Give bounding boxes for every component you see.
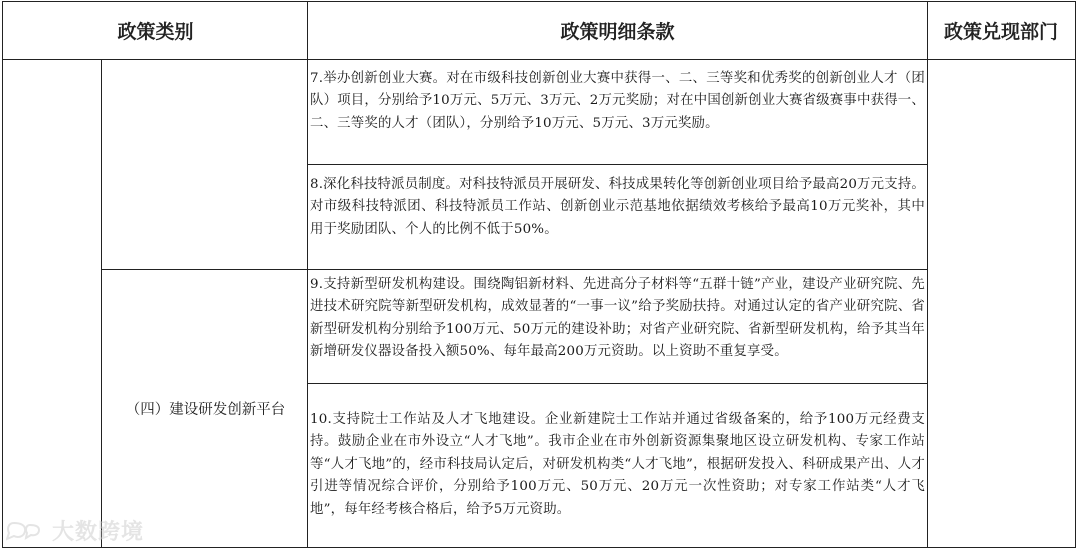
subcategory-label: （四）建设研发创新平台 xyxy=(125,402,286,418)
chat-bubble-icon xyxy=(6,519,46,543)
row-divider-1 xyxy=(307,164,927,165)
policy-table xyxy=(2,1,1076,548)
watermark-text: 大数跨境 xyxy=(52,520,145,545)
table-header xyxy=(3,2,1075,60)
policy-clause-8: 8.深化科技特派员制度。对科技特派员开展研发、科技成果转化等创新创业项目给予最高20万元支持。对市级科技特派团、科技特派员工作站、创新创业示范基地依据绩效考核给予最高10万元奖补，其中用于奖励团队、个人的比例不低于50%。 xyxy=(310,177,926,237)
header-policy-department: 政策兑现部门 xyxy=(943,21,1058,43)
watermark xyxy=(6,515,144,546)
header-policy-category: 政策类别 xyxy=(117,21,194,43)
divider-col-3 xyxy=(927,2,928,547)
policy-clause-7: 7.举办创新创业大赛。对在市级科技创新创业大赛中获得一、二、三等奖和优秀奖的创新创业人才（团队）项目，分别给予10万元、5万元、3万元、2万元奖励；对在中国创新创业大赛省级赛事中获得一、二、三等奖的人才（团队），分别给予10万元、5万元、3万元奖励。 xyxy=(310,71,925,131)
header-policy-details: 政策明细条款 xyxy=(560,21,675,43)
policy-clause-9: 9.支持新型研发机构建设。围绕陶铝新材料、先进高分子材料等“五群十链”产业，建设产业研究院、先进技术研究院等新型研发机构，成效显著的“一事一议”给予奖励扶持。对通过认定的省产业研究院、省新型研发机构分别给予100万元、50万元的建设补助；对省产业研究院、省新型研发机构，给予其当年新增研发仪器设备投入额50%、每年最高200万元资助。以上资助不重复享受。 xyxy=(310,277,925,360)
row-divider-3 xyxy=(307,383,927,384)
policy-clause-10: 10.支持院士工作站及人才飞地建设。企业新建院士工作站并通过省级备案的，给予100万元经费支持。鼓励企业在市外设立“人才飞地”。我市企业在市外创新资源集聚地区设立研发机构、专家工作站等“人才飞地”的，经市科技局认定后，对研发机构类“人才飞地”，根据研发投入、科研成果产出、人才引进等情况综合评价，分别给予100万元、50万元、20万元一次性资助；对专家工作站类“人才飞地”，每年经考核合格后，给予5万元资助。 xyxy=(310,412,925,517)
divider-subcat xyxy=(101,59,102,547)
